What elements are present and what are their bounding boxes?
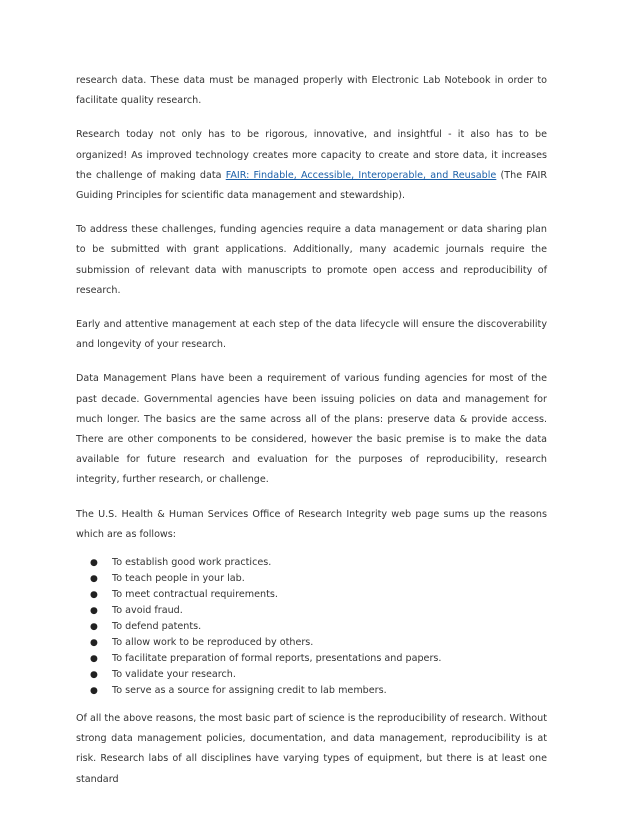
bullet-text: To facilitate preparation of formal reports, presentations and papers.	[112, 653, 442, 665]
paragraph-data-management-plans: Data Management Plans have been a requirement of various funding agencies for most of the past decade. Governmental agencies have been issuing policies on data and management for much longer. The basics are the same across all of the plans: preserve data & provide access. There are other components to be considered, however the basic premise is to make the data available for future research and evaluation for the purposes of reproducibility, research integrity, further research, or challenge.	[76, 373, 547, 486]
bullet-item	[76, 571, 547, 587]
paragraph-fair-text-after: (The FAIR Guiding Principles for scientific data management and stewardship).	[76, 169, 547, 202]
paragraph-funding-agencies: To address these challenges, funding agencies require a data management or data sharing plan to be submitted with grant applications. Additionally, many academic journals require the submission of relevant data with manuscripts to promote open access and reproducibility of research.	[76, 224, 547, 296]
bullet-dot-icon: ●	[90, 590, 98, 601]
reasons-bullet-list	[76, 555, 547, 699]
bullet-text: To serve as a source for assigning credit to lab members.	[112, 685, 387, 697]
bullet-text: To meet contractual requirements.	[112, 589, 278, 601]
paragraph-data-lifecycle: Early and attentive management at each step of the data lifecycle will ensure the discoverability and longevity of your research.	[76, 319, 547, 351]
paragraph-fair-text-before: Research today not only has to be rigorous, innovative, and insightful - it also has to be organized! As improved technology creates more capacity to create and store data, it increases the challenge of making data	[76, 129, 547, 181]
bullet-dot-icon: ●	[90, 654, 98, 665]
bullet-dot-icon: ●	[90, 574, 98, 585]
bullet-text: To teach people in your lab.	[112, 573, 245, 585]
bullet-dot-icon: ●	[90, 558, 98, 569]
bullet-text: To establish good work practices.	[112, 557, 272, 569]
bullet-text: To avoid fraud.	[112, 605, 183, 617]
bullet-dot-icon: ●	[90, 670, 98, 681]
bullet-item	[76, 683, 547, 699]
bullet-dot-icon: ●	[90, 622, 98, 633]
bullet-text: To defend patents.	[112, 621, 202, 633]
bullet-item	[76, 667, 547, 683]
bullet-item	[76, 635, 547, 651]
bullet-item	[76, 555, 547, 571]
bullet-dot-icon: ●	[90, 686, 98, 697]
paragraph-fair	[76, 125, 547, 206]
bullet-text: To validate your research.	[112, 669, 236, 681]
bullet-item	[76, 603, 547, 619]
paragraph-reproducibility: Of all the above reasons, the most basic part of science is the reproducibility of research. Without strong data management policies, documentation, and data management, reproducibility is at risk. Research labs of all disciplines have varying types of equipment, but there is at least one standard	[76, 713, 547, 785]
bullet-item	[76, 651, 547, 667]
bullet-item	[76, 619, 547, 635]
bullet-item	[76, 587, 547, 603]
paragraph-intro: research data. These data must be managed properly with Electronic Lab Notebook in order to facilitate quality research.	[76, 75, 547, 107]
fair-principles-link[interactable]: FAIR: Findable, Accessible, Interoperable, and Reusable	[225, 169, 497, 181]
bullet-dot-icon: ●	[90, 638, 98, 649]
bullet-text: To allow work to be reproduced by others.	[112, 637, 314, 649]
bullet-dot-icon: ●	[90, 606, 98, 617]
paragraph-ori-reasons: The U.S. Health & Human Services Office of Research Integrity web page sums up the reasons which are as follows:	[76, 508, 547, 540]
document-page	[76, 71, 547, 790]
